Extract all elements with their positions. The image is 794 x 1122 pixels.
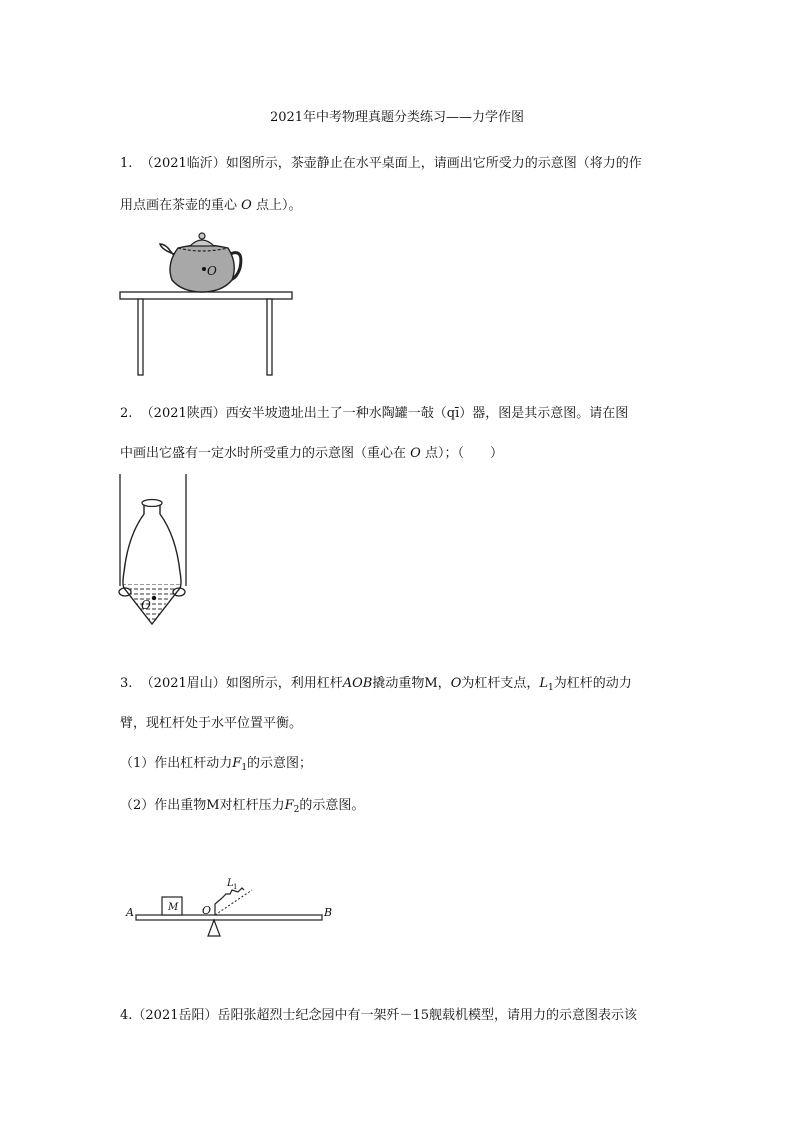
q3-item2-b: 的示意图。 <box>299 798 365 813</box>
lever-handle <box>215 888 244 915</box>
q3-item1 <box>120 752 312 773</box>
q2-point: O <box>410 446 421 461</box>
q3-F1-sub: 1 <box>241 763 248 773</box>
q1-point: O <box>241 198 252 213</box>
q3-lever: AOB <box>342 676 373 691</box>
q3-F2-sub: 2 <box>293 805 300 815</box>
q3-fig-M: M <box>168 902 179 913</box>
table-leg-left <box>138 299 143 375</box>
page-title: 2021年中考物理真题分类练习——力学作图 <box>269 110 525 125</box>
q1-text-line2 <box>120 194 680 213</box>
q1-text-line1 <box>120 152 680 171</box>
q2-line2-b: 点）；（ ） <box>424 446 503 461</box>
table-top <box>120 292 292 299</box>
q4-number: 4. <box>120 1008 133 1023</box>
q1-teapot-figure <box>114 228 304 378</box>
q3-item1-b: 的示意图； <box>247 756 313 771</box>
q3-item1-a: （1）作出杠杆动力 <box>120 756 233 771</box>
q3-line1-b: 撬动重物M， <box>372 676 451 691</box>
q3-line1-a: （2021眉山）如图所示，利用杠杆 <box>140 676 343 691</box>
q1-line2-b: 点上）。 <box>255 198 302 213</box>
teapot <box>160 233 241 292</box>
q2-vessel-figure <box>116 472 196 628</box>
q1-number: 1. <box>120 156 133 171</box>
q3-lever-figure <box>124 868 354 940</box>
arm-L1-line <box>215 890 252 915</box>
q2-line2-a: 中画出它盛有一定水时所受重力的示意图（重心在 <box>120 446 407 461</box>
q2-text-line2 <box>120 442 680 461</box>
q3-text-line2 <box>120 712 680 731</box>
q3-item2-a: （2）作出重物M对杠杆压力 <box>120 798 285 813</box>
q3-fig-O: O <box>202 904 212 917</box>
fulcrum <box>208 920 220 936</box>
q3-line2: 臂，现杠杆处于水平位置平衡。 <box>120 716 303 731</box>
q2-line1: （2021陕西）西安半坡遗址出土了一种水陶罐一敧（qī）器，图是其示意图。请在图 <box>140 406 629 421</box>
q3-F1: F <box>232 756 242 771</box>
q3-arm-L: L <box>539 676 549 691</box>
vessel-body <box>123 504 181 624</box>
q2-fig-point-label: O <box>141 598 151 612</box>
vessel-mouth <box>142 500 162 507</box>
q3-fig-L: L <box>227 878 234 889</box>
table-leg-right <box>267 299 272 375</box>
q2-number: 2. <box>120 406 133 421</box>
q1-line1: （2021临沂）如图所示，茶壶静止在水平桌面上，请画出它所受力的示意图（将力的作 <box>140 156 642 171</box>
q3-arm-sub: 1 <box>548 683 554 693</box>
q3-fig-B: B <box>324 906 333 919</box>
q1-fig-point-label: O <box>207 264 217 278</box>
q3-line1-d: 为杠杆的动力 <box>553 676 632 691</box>
q3-line1-c: 为杠杆支点， <box>461 676 540 691</box>
q3-fig-A: A <box>126 906 134 919</box>
q3-item2 <box>120 794 364 815</box>
q3-pivot: O <box>450 676 462 691</box>
q2-text-line1 <box>120 402 680 421</box>
lever-bar <box>136 915 322 920</box>
q3-F2: F <box>284 798 294 813</box>
q4-text-line1 <box>120 1004 680 1023</box>
q3-number: 3. <box>120 676 133 691</box>
q3-fig-L-sub: 1 <box>233 883 238 891</box>
q4-line1: （2021岳阳）岳阳张超烈士纪念园中有一架歼－15舰载机模型，请用力的示意图表示该 <box>132 1008 638 1023</box>
q1-line2-a: 用点画在茶壶的重心 <box>120 198 238 213</box>
q3-text-line1 <box>120 672 680 693</box>
